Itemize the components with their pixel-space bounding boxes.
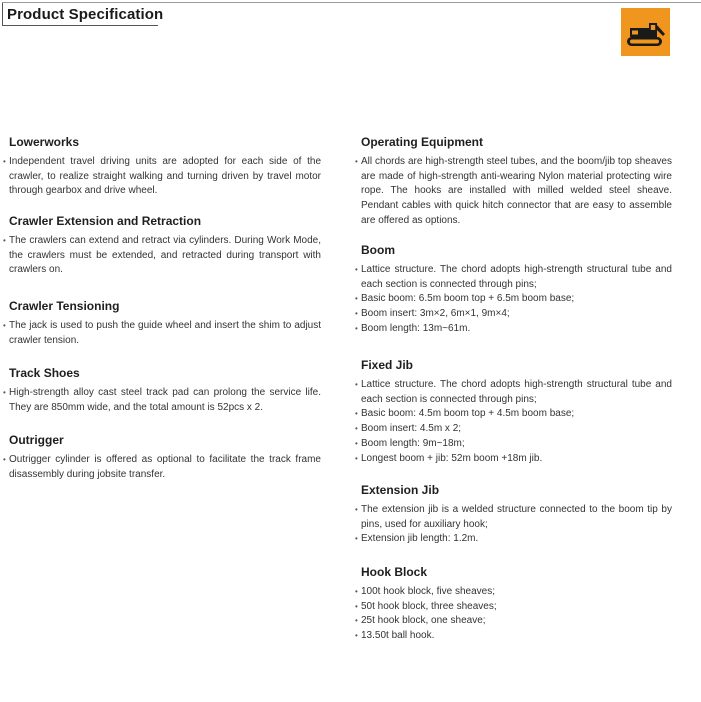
page-title: Product Specification bbox=[7, 6, 164, 23]
section-heading: Track Shoes bbox=[9, 366, 80, 380]
list-item: • Boom length: 13m~61m. bbox=[355, 322, 672, 337]
list-item: • The crawlers can extend and retract via cylinders. During Work Mode, the crawlers must be extended, and retracted during transport with crawlers on. bbox=[3, 234, 321, 278]
list-item: • Basic boom: 6.5m boom top + 6.5m boom base; bbox=[355, 292, 672, 307]
brand-logo bbox=[621, 8, 670, 56]
list-item: • All chords are high-strength steel tubes, and the boom/jib top sheaves are made of high-strength anti-wearing Nylon material protecting wire rope. The hooks are installed with milled welded steel sheave. Pendant cables with quick hitch connector that are easy to assemble are offered as options. bbox=[355, 155, 672, 229]
section-heading: Hook Block bbox=[361, 565, 428, 579]
section-operating-equipment bbox=[355, 135, 672, 229]
section-lowerworks bbox=[3, 135, 321, 199]
section-hook-block bbox=[355, 565, 672, 644]
section-fixed-jib bbox=[355, 358, 672, 466]
section-crawler-tensioning bbox=[3, 299, 321, 348]
section-outrigger bbox=[3, 433, 321, 482]
list-item: • 25t hook block, one sheave; bbox=[355, 614, 672, 629]
list-item: • Independent travel driving units are adopted for each side of the crawler, to realize straight walking and turning driven by travel motor through gearbox and drive wheel. bbox=[3, 155, 321, 199]
list-item: • Lattice structure. The chord adopts high-strength structural tube and each section is connected through pins; bbox=[355, 378, 672, 407]
list-item: • Longest boom + jib: 52m boom +18m jib. bbox=[355, 452, 672, 467]
list-item: • 50t hook block, three sheaves; bbox=[355, 600, 672, 615]
list-item: • Boom length: 9m~18m; bbox=[355, 437, 672, 452]
section-heading: Crawler Extension and Retraction bbox=[9, 214, 202, 228]
section-heading: Crawler Tensioning bbox=[9, 299, 120, 313]
list-item: • High-strength alloy cast steel track pad can prolong the service life. They are 850mm wide, and the total amount is 52pcs x 2. bbox=[3, 386, 321, 415]
section-track-shoes bbox=[3, 366, 321, 415]
section-extension-jib bbox=[355, 483, 672, 547]
section-heading: Boom bbox=[361, 243, 395, 257]
section-heading: Outrigger bbox=[9, 433, 64, 447]
list-item: • Basic boom: 4.5m boom top + 4.5m boom base; bbox=[355, 407, 672, 422]
section-heading: Operating Equipment bbox=[361, 135, 484, 149]
list-item: • 100t hook block, five sheaves; bbox=[355, 585, 672, 600]
list-item: • Extension jib length: 1.2m. bbox=[355, 532, 672, 547]
list-item: • 13.50t ball hook. bbox=[355, 629, 672, 644]
list-item: • Boom insert: 4.5m x 2; bbox=[355, 422, 672, 437]
list-item: • The extension jib is a welded structure connected to the boom tip by pins, used for auxiliary hook; bbox=[355, 503, 672, 532]
section-heading: Lowerworks bbox=[9, 135, 80, 149]
section-boom bbox=[355, 243, 672, 337]
list-item: • Boom insert: 3m×2, 6m×1, 9m×4; bbox=[355, 307, 672, 322]
section-heading: Fixed Jib bbox=[361, 358, 414, 372]
list-item: • Outrigger cylinder is offered as optional to facilitate the track frame disassembly during jobsite transfer. bbox=[3, 453, 321, 482]
list-item: • Lattice structure. The chord adopts high-strength structural tube and each section is connected through pins; bbox=[355, 263, 672, 292]
section-heading: Extension Jib bbox=[361, 483, 440, 497]
crawler-crane-icon bbox=[621, 8, 670, 56]
section-crawler-extension bbox=[3, 214, 321, 278]
list-item: • The jack is used to push the guide wheel and insert the shim to adjust crawler tension. bbox=[3, 319, 321, 348]
